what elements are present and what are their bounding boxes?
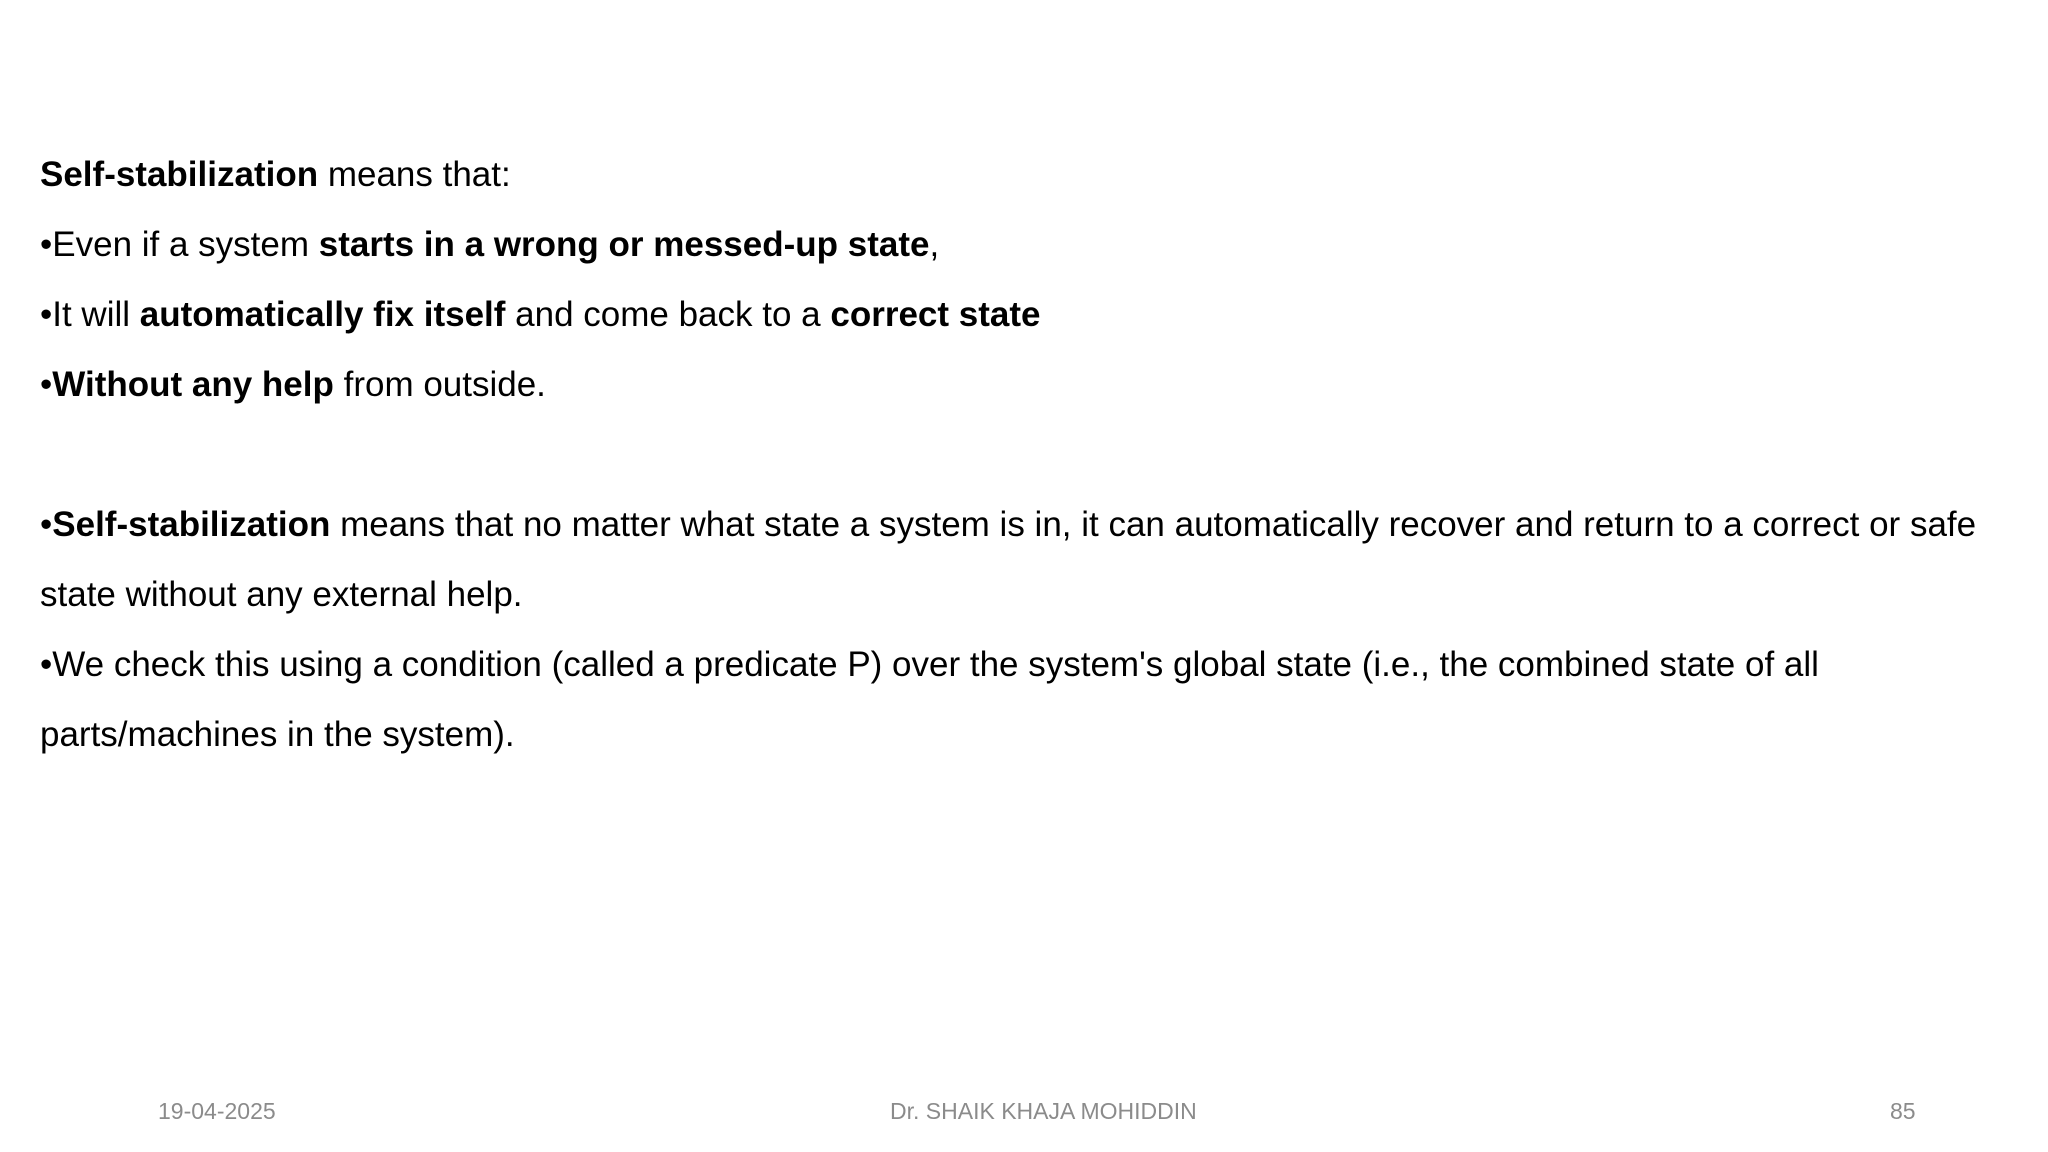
footer-date: 19-04-2025 bbox=[158, 1098, 276, 1124]
intro-text: means that: bbox=[318, 155, 511, 194]
bullet-text: •It will bbox=[40, 295, 140, 334]
bullet-emphasis: starts in a wrong or messed-up state bbox=[318, 225, 930, 264]
bullet-emphasis: automatically fix itself bbox=[139, 295, 506, 334]
bullet-fix-itself bbox=[40, 280, 2020, 350]
footer-author: Dr. SHAIK KHAJA MOHIDDIN bbox=[890, 1098, 1197, 1124]
intro-line bbox=[40, 140, 2020, 210]
slide-body bbox=[40, 140, 2020, 770]
definition-text: means that no matter what state a system is in, it can automatically recover and return to a correct or safe state without any external help. bbox=[40, 505, 1977, 614]
spacer bbox=[40, 420, 2020, 490]
bullet-text: , bbox=[929, 225, 940, 264]
definition-paragraph bbox=[40, 490, 2020, 630]
slide-number: 85 bbox=[1890, 1098, 1916, 1124]
bullet-without-help bbox=[40, 350, 2020, 420]
intro-term: Self-stabilization bbox=[40, 155, 319, 194]
bullet-text: • bbox=[40, 505, 53, 544]
bullet-emphasis: Without any help bbox=[52, 365, 334, 404]
bullet-text: •Even if a system bbox=[40, 225, 319, 264]
definition-term: Self-stabilization bbox=[52, 505, 331, 544]
bullet-text: • bbox=[40, 365, 53, 404]
bullet-text: from outside. bbox=[333, 365, 546, 404]
predicate-paragraph: •We check this using a condition (called a predicate P) over the system's global state (i.e., the combined state of all parts/machines in the system). bbox=[40, 645, 1819, 754]
bullet-wrong-state bbox=[40, 210, 2020, 280]
bullet-emphasis: correct state bbox=[830, 295, 1041, 334]
bullet-text: and come back to a bbox=[505, 295, 831, 334]
